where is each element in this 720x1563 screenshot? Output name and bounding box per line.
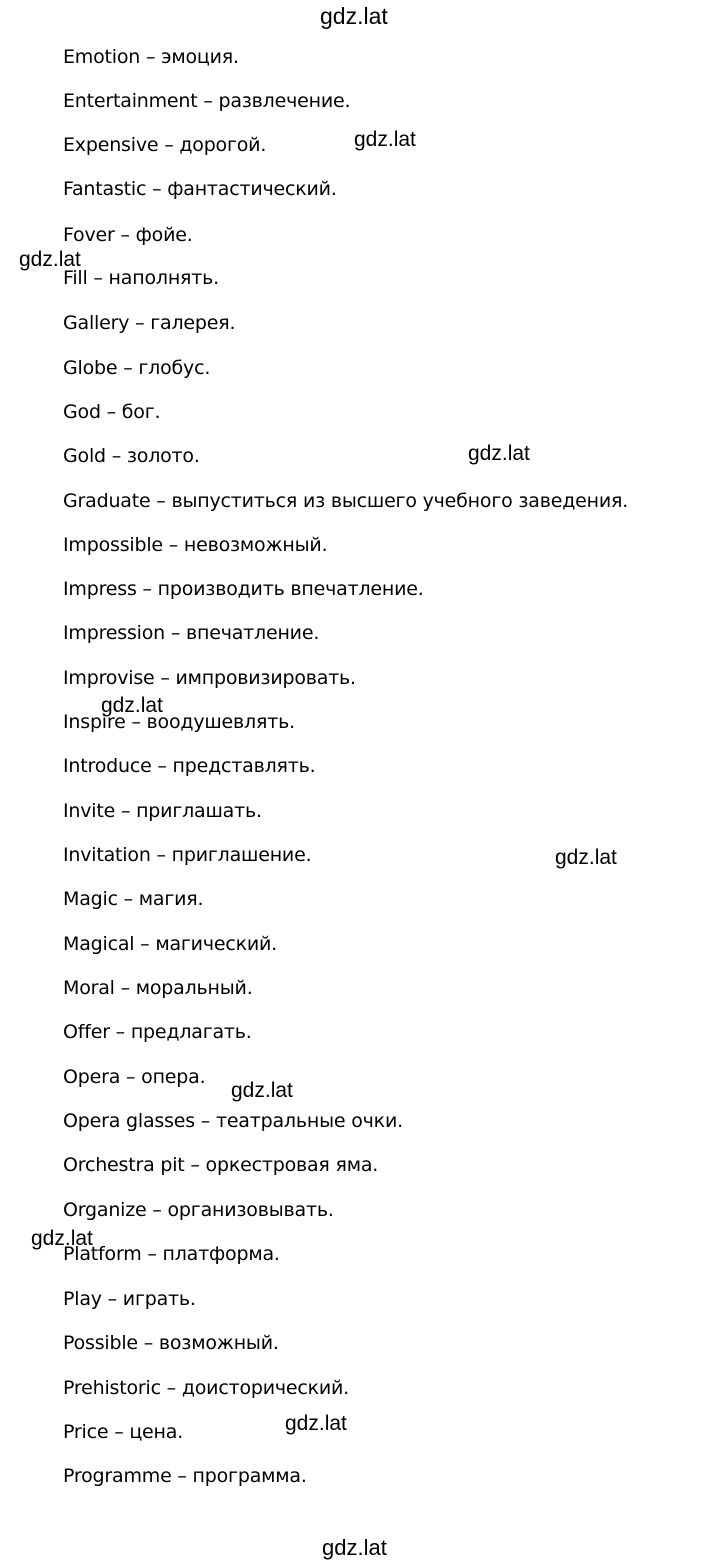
watermark: gdz.lat bbox=[101, 694, 163, 717]
vocab-entry: Emotion – эмоция. bbox=[63, 46, 239, 68]
vocab-entry: Impress – производить впечатление. bbox=[63, 578, 424, 600]
watermark: gdz.lat bbox=[31, 1227, 93, 1250]
vocab-entry: Fover – фойе. bbox=[63, 224, 193, 246]
vocab-entry: Expensive – дорогой. bbox=[63, 134, 267, 156]
vocab-entry: Magical – магический. bbox=[63, 933, 278, 955]
vocab-entry: Impression – впечатление. bbox=[63, 622, 320, 644]
vocab-entry: Improvise – импровизировать. bbox=[63, 667, 356, 689]
vocab-entry: Prehistoric – доисторический. bbox=[63, 1377, 350, 1399]
vocab-entry: Possible – возможный. bbox=[63, 1332, 279, 1354]
watermark: gdz.lat bbox=[231, 1079, 293, 1102]
vocab-entry: Orchestra pit – оркестровая яма. bbox=[63, 1154, 379, 1176]
vocab-entry: Globe – глобус. bbox=[63, 357, 211, 379]
vocab-entry: Platform – платформа. bbox=[63, 1243, 280, 1265]
vocab-entry: Programme – программа. bbox=[63, 1465, 307, 1487]
watermark-header: gdz.lat bbox=[320, 3, 388, 29]
vocab-entry: Fantastic – фантастический. bbox=[63, 178, 337, 200]
watermark-footer: gdz.lat bbox=[322, 1535, 387, 1560]
vocab-entry: Offer – предлагать. bbox=[63, 1021, 252, 1043]
watermark: gdz.lat bbox=[468, 442, 530, 465]
vocab-entry: Play – играть. bbox=[63, 1288, 196, 1310]
vocab-entry: Impossible – невозможный. bbox=[63, 534, 328, 556]
watermark: gdz.lat bbox=[354, 128, 416, 151]
vocab-entry: Gallery – галерея. bbox=[63, 312, 236, 334]
vocab-entry: Gold – золото. bbox=[63, 445, 200, 467]
vocab-entry: Opera glasses – театральные очки. bbox=[63, 1110, 403, 1132]
vocab-entry: Graduate – выпуститься из высшего учебного заведения. bbox=[63, 490, 629, 512]
vocab-entry: God – бог. bbox=[63, 401, 161, 423]
watermark: gdz.lat bbox=[285, 1412, 347, 1435]
vocab-entry: Invite – приглашать. bbox=[63, 800, 262, 822]
watermark: gdz.lat bbox=[555, 846, 617, 869]
vocab-entry: Introduce – представлять. bbox=[63, 755, 316, 777]
vocab-entry: Opera – опера. bbox=[63, 1066, 206, 1088]
vocab-entry: Inspire – воодушевлять. bbox=[63, 711, 295, 733]
vocab-entry: Price – цена. bbox=[63, 1421, 184, 1443]
vocab-entry: Organize – организовывать. bbox=[63, 1199, 334, 1221]
watermark: gdz.lat bbox=[19, 248, 81, 271]
vocab-entry: Magic – магия. bbox=[63, 888, 204, 910]
vocab-entry: Fill – наполнять. bbox=[63, 267, 219, 289]
vocab-entry: Entertainment – развлечение. bbox=[63, 90, 351, 112]
vocab-entry: Invitation – приглашение. bbox=[63, 844, 312, 866]
vocab-entry: Moral – моральный. bbox=[63, 977, 253, 999]
